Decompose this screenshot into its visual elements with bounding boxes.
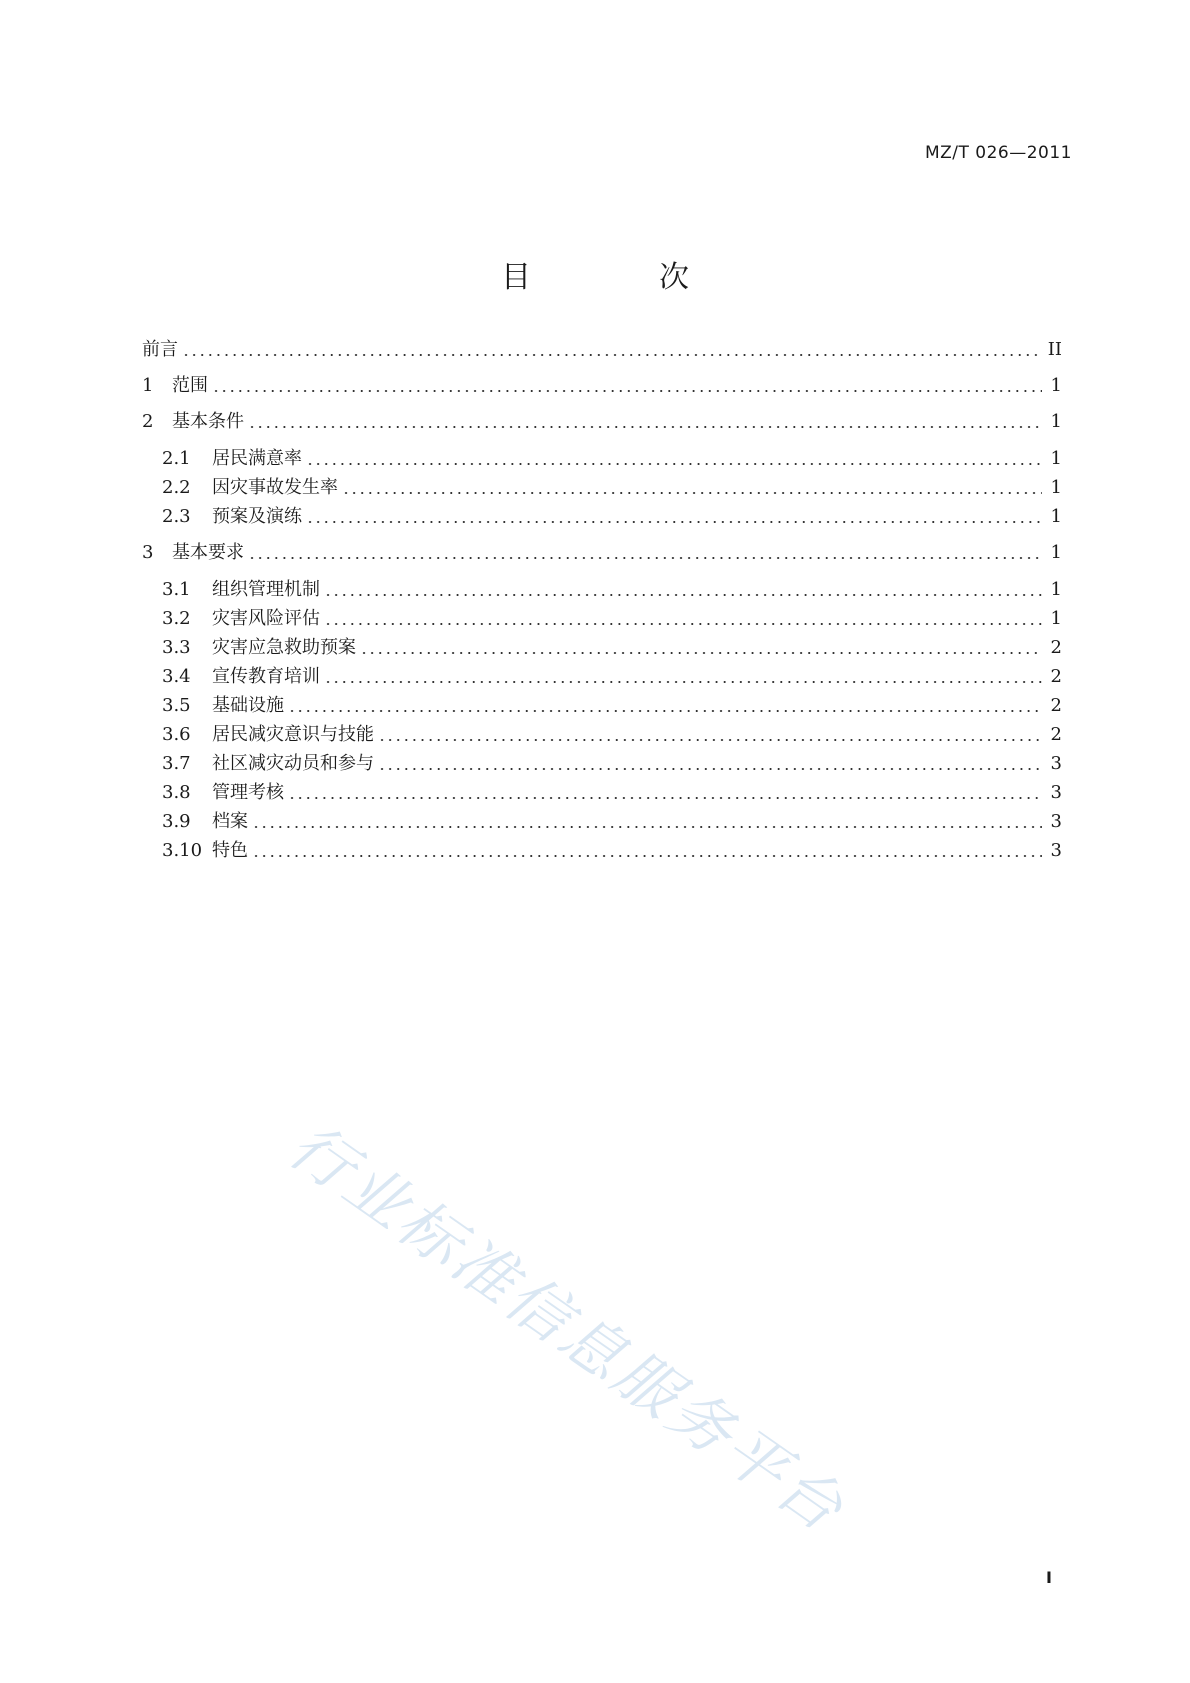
dot-leader [378, 739, 1042, 741]
dot-leader [306, 521, 1042, 523]
toc-entry[interactable] [162, 664, 1062, 690]
toc-entry-number: 3.7 [162, 753, 191, 774]
toc-entry-page: 1 [1050, 506, 1062, 527]
toc-entry-title: 基础设施 [212, 695, 284, 716]
standard-code: MZ/T 026—2011 [924, 143, 1072, 163]
toc-entry-page: 1 [1050, 375, 1062, 396]
dot-leader [182, 354, 1042, 356]
toc-entry-number: 3.5 [162, 695, 191, 716]
toc-entry-page: 2 [1050, 724, 1062, 745]
dot-leader [212, 390, 1042, 392]
toc-entry-number: 3.6 [162, 724, 191, 745]
toc-entry-page: 3 [1050, 753, 1062, 774]
toc-entry-title: 居民减灾意识与技能 [212, 724, 374, 745]
dot-leader [306, 463, 1042, 465]
dot-leader [248, 557, 1042, 559]
toc-entry[interactable] [162, 751, 1062, 777]
toc-entry[interactable] [162, 577, 1062, 603]
page-number: I [1046, 1568, 1052, 1587]
toc-entry-number: 3.8 [162, 782, 191, 803]
toc-entry-number: 3.1 [162, 579, 191, 600]
toc-entry-page: II [1047, 339, 1062, 360]
toc-entry[interactable] [162, 475, 1062, 501]
toc-entry-number: 2.2 [162, 477, 191, 498]
toc-entry-page: 2 [1050, 637, 1062, 658]
toc-entry-page: 3 [1050, 840, 1062, 861]
toc-entry-page: 1 [1050, 448, 1062, 469]
toc-entry-title: 因灾事故发生率 [212, 477, 338, 498]
toc-entry[interactable] [162, 606, 1062, 632]
toc-entry-number: 3.9 [162, 811, 191, 832]
toc-entry-page: 1 [1050, 542, 1062, 563]
toc-entry[interactable] [142, 373, 1062, 399]
toc-entry-page: 1 [1050, 608, 1062, 629]
dot-leader [288, 797, 1042, 799]
toc-entry[interactable] [162, 780, 1062, 806]
toc-entry-number: 1 [142, 375, 154, 396]
watermark: 行业标准信息服务平台 [276, 1108, 859, 1548]
toc-entry-title: 前言 [142, 339, 178, 360]
toc-entry-page: 3 [1050, 782, 1062, 803]
dot-leader [342, 492, 1042, 494]
toc-entry[interactable] [142, 540, 1062, 566]
toc-entry-title: 档案 [212, 811, 248, 832]
toc-entry[interactable] [142, 409, 1062, 435]
toc-entry-number: 3.3 [162, 637, 191, 658]
toc-entry-title: 管理考核 [212, 782, 284, 803]
toc-entry-number: 3.10 [162, 840, 203, 861]
dot-leader [288, 710, 1042, 712]
title-char-2: 次 [659, 260, 689, 295]
dot-leader [324, 623, 1042, 625]
toc-entry-page: 1 [1050, 579, 1062, 600]
toc-entry-number: 2.1 [162, 448, 191, 469]
toc-entry-title: 范围 [172, 375, 208, 396]
toc-entry[interactable] [162, 722, 1062, 748]
toc-entry-page: 2 [1050, 695, 1062, 716]
toc-entry-title: 社区减灾动员和参与 [212, 753, 374, 774]
toc-entry[interactable] [142, 337, 1062, 363]
toc-entry-title: 灾害风险评估 [212, 608, 320, 629]
toc-entry[interactable] [162, 809, 1062, 835]
dot-leader [252, 855, 1042, 857]
dot-leader [378, 768, 1042, 770]
title-char-1: 目 [501, 260, 531, 295]
toc-entry-title: 特色 [212, 840, 248, 861]
toc-entry[interactable] [162, 693, 1062, 719]
toc-entry-page: 1 [1050, 411, 1062, 432]
toc-entry-title: 灾害应急救助预案 [212, 637, 356, 658]
dot-leader [324, 681, 1042, 683]
toc-entry-title: 组织管理机制 [212, 579, 320, 600]
toc-entry-page: 2 [1050, 666, 1062, 687]
toc-entry-number: 3 [142, 542, 154, 563]
dot-leader [324, 594, 1042, 596]
toc-entry-title: 宣传教育培训 [212, 666, 320, 687]
toc-entry-page: 3 [1050, 811, 1062, 832]
toc-entry-page: 1 [1050, 477, 1062, 498]
toc-entry[interactable] [162, 504, 1062, 530]
dot-leader [252, 826, 1042, 828]
toc-entry[interactable] [162, 635, 1062, 661]
dot-leader [360, 652, 1042, 654]
toc-entry-number: 2 [142, 411, 154, 432]
page-title [0, 258, 1190, 298]
toc-entry-title: 居民满意率 [212, 448, 302, 469]
toc-entry[interactable] [162, 838, 1062, 864]
dot-leader [248, 426, 1042, 428]
toc-entry[interactable] [162, 446, 1062, 472]
toc-entry-number: 3.4 [162, 666, 191, 687]
toc-entry-title: 基本条件 [172, 411, 244, 432]
toc-entry-title: 基本要求 [172, 542, 244, 563]
toc-entry-number: 2.3 [162, 506, 191, 527]
toc-entry-number: 3.2 [162, 608, 191, 629]
toc-entry-title: 预案及演练 [212, 506, 302, 527]
